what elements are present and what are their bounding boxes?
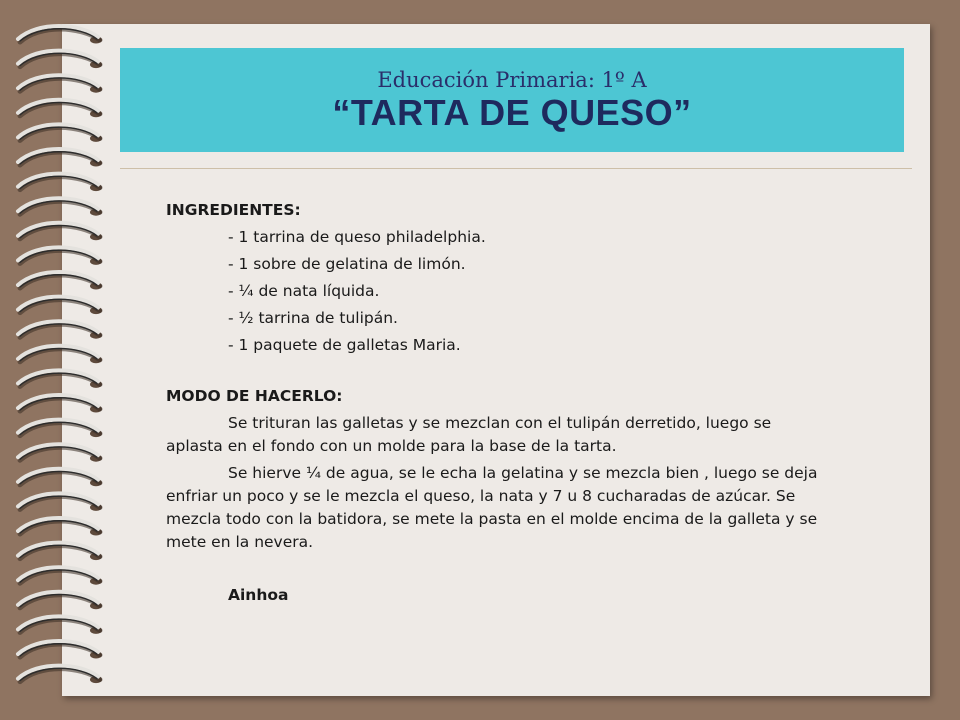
spiral-ring xyxy=(18,198,102,216)
spiral-ring xyxy=(18,420,102,438)
method-heading: MODO DE HACERLO: xyxy=(166,387,343,405)
method-line: aplasta en el fondo con un molde para la base de la tarta. xyxy=(166,437,617,455)
spiral-ring xyxy=(18,395,102,413)
spiral-ring xyxy=(18,346,102,364)
spiral-ring xyxy=(18,666,102,684)
spiral-ring xyxy=(18,75,102,93)
spiral-ring xyxy=(18,616,102,634)
method-line: Se trituran las galletas y se mezclan con el tulipán derretido, luego se xyxy=(228,414,772,432)
spiral-ring xyxy=(18,641,102,659)
spiral-ring xyxy=(18,469,102,487)
author-name: Ainhoa xyxy=(228,586,289,604)
ingredients-heading: INGREDIENTES: xyxy=(166,201,301,219)
spiral-ring xyxy=(18,543,102,561)
spiral-ring xyxy=(18,149,102,167)
spiral-ring xyxy=(18,321,102,339)
spiral-ring xyxy=(18,51,102,69)
method-line: Se hierve ¼ de agua, se le echa la gelatina y se mezcla bien , luego se deja xyxy=(228,464,818,482)
spiral-binding xyxy=(0,0,120,720)
spiral-ring xyxy=(18,100,102,118)
ingredient-item: - 1 paquete de galletas Maria. xyxy=(228,336,461,354)
divider xyxy=(120,168,912,169)
page-title: “TARTA DE QUESO” xyxy=(332,92,692,133)
ingredient-item: - ¼ de nata líquida. xyxy=(228,282,380,300)
ingredient-item: - 1 tarrina de queso philadelphia. xyxy=(228,228,486,246)
spiral-ring xyxy=(18,592,102,610)
page-subtitle: Educación Primaria: 1º A xyxy=(377,68,647,92)
spiral-ring xyxy=(18,444,102,462)
spiral-ring xyxy=(18,297,102,315)
spiral-ring xyxy=(18,272,102,290)
spiral-ring xyxy=(18,493,102,511)
title-banner xyxy=(120,48,904,152)
ingredient-item: - 1 sobre de gelatina de limón. xyxy=(228,255,466,273)
spiral-ring xyxy=(18,124,102,141)
method-line: mezcla todo con la batidora, se mete la pasta en el molde encima de la galleta y se xyxy=(166,510,818,528)
method-line: enfriar un poco y se le mezcla el queso, la nata y 7 u 8 cucharadas de azúcar. Se xyxy=(166,487,796,505)
method-line: mete en la nevera. xyxy=(166,533,314,551)
spiral-ring xyxy=(18,26,102,44)
spiral-ring xyxy=(18,567,102,585)
spiral-ring xyxy=(18,174,102,192)
spiral-ring xyxy=(18,247,102,265)
ingredient-item: - ½ tarrina de tulipán. xyxy=(228,309,398,327)
spiral-ring xyxy=(18,223,102,241)
spiral-ring xyxy=(18,370,102,388)
spiral-ring xyxy=(18,518,102,536)
